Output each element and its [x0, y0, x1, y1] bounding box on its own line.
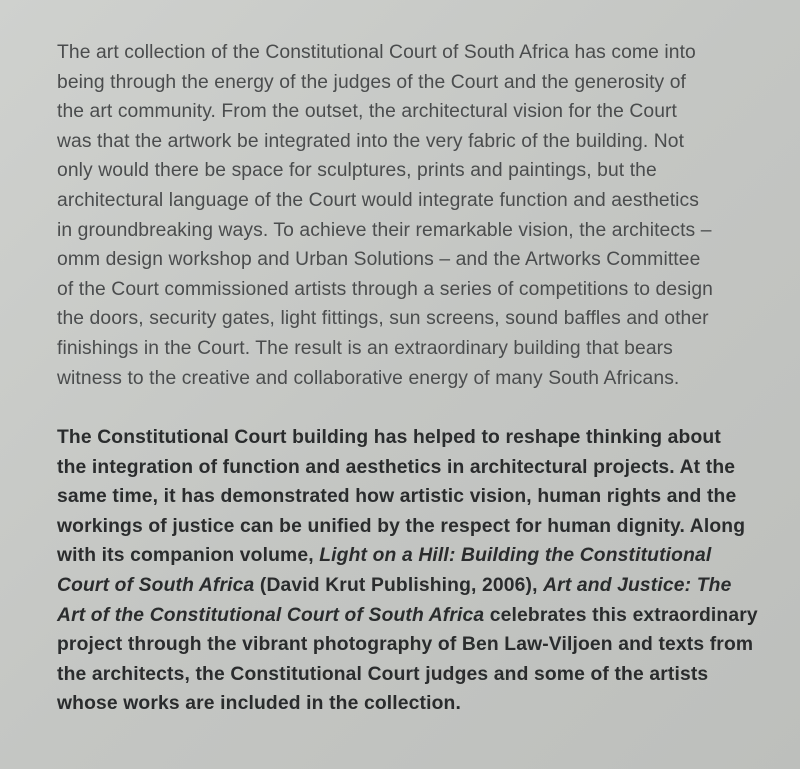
paragraph-line: project through the vibrant photography of Ben Law-Viljoen and texts from	[57, 634, 754, 656]
paragraph-line: finishings in the Court. The result is an extraordinary building that bears	[57, 337, 673, 359]
line-text: (David Krut Publishing, 2006),	[254, 574, 544, 596]
intro-paragraph	[57, 38, 757, 393]
paragraph-line: whose works are included in the collection.	[57, 693, 461, 715]
book-title-italic: Light on a Hill: Building the Constitutional	[319, 545, 712, 567]
paragraph-line: the art community. From the outset, the architectural vision for the Court	[57, 101, 678, 123]
paragraph-line: omm design workshop and Urban Solutions – and the Artworks Committee	[57, 249, 701, 271]
line-text: with its companion volume,	[57, 545, 320, 567]
paragraph-line: the doors, security gates, light fittings, sun screens, sound baffles and other	[57, 308, 709, 330]
book-title-italic: Art and Justice: The	[543, 574, 732, 596]
paragraph-line: the integration of function and aesthetics in architectural projects. At the	[57, 456, 736, 478]
paragraph-line: workings of justice can be unified by the respect for human dignity. Along	[57, 515, 746, 537]
line-text: celebrates this extraordinary	[484, 604, 758, 626]
book-title-italic: Art of the Constitutional Court of South Africa	[57, 604, 485, 626]
paragraph-line: architectural language of the Court would integrate function and aesthetics	[57, 189, 700, 211]
paragraph-line: witness to the creative and collaborative energy of many South Africans.	[57, 367, 680, 389]
paragraph-line: was that the artwork be integrated into the very fabric of the building. Not	[57, 130, 685, 152]
paragraph-line	[57, 601, 757, 631]
book-title-italic: Court of South Africa	[57, 574, 255, 596]
paragraph-line	[57, 541, 757, 571]
paragraph-line: the architects, the Constitutional Court judges and some of the artists	[57, 663, 709, 685]
paragraph-line: The art collection of the Constitutional Court of South Africa has come into	[57, 42, 696, 63]
summary-paragraph	[57, 423, 757, 719]
paragraph-line: only would there be space for sculptures, prints and paintings, but the	[57, 160, 657, 182]
paragraph-line: The Constitutional Court building has helped to reshape thinking about	[57, 427, 721, 448]
paragraph-line: in groundbreaking ways. To achieve their remarkable vision, the architects –	[57, 219, 712, 241]
paragraph-line: being through the energy of the judges of the Court and the generosity of	[57, 71, 687, 93]
paragraph-line: same time, it has demonstrated how artistic vision, human rights and the	[57, 486, 737, 508]
paragraph-line: of the Court commissioned artists through a series of competitions to design	[57, 278, 713, 300]
paragraph-line	[57, 571, 757, 601]
